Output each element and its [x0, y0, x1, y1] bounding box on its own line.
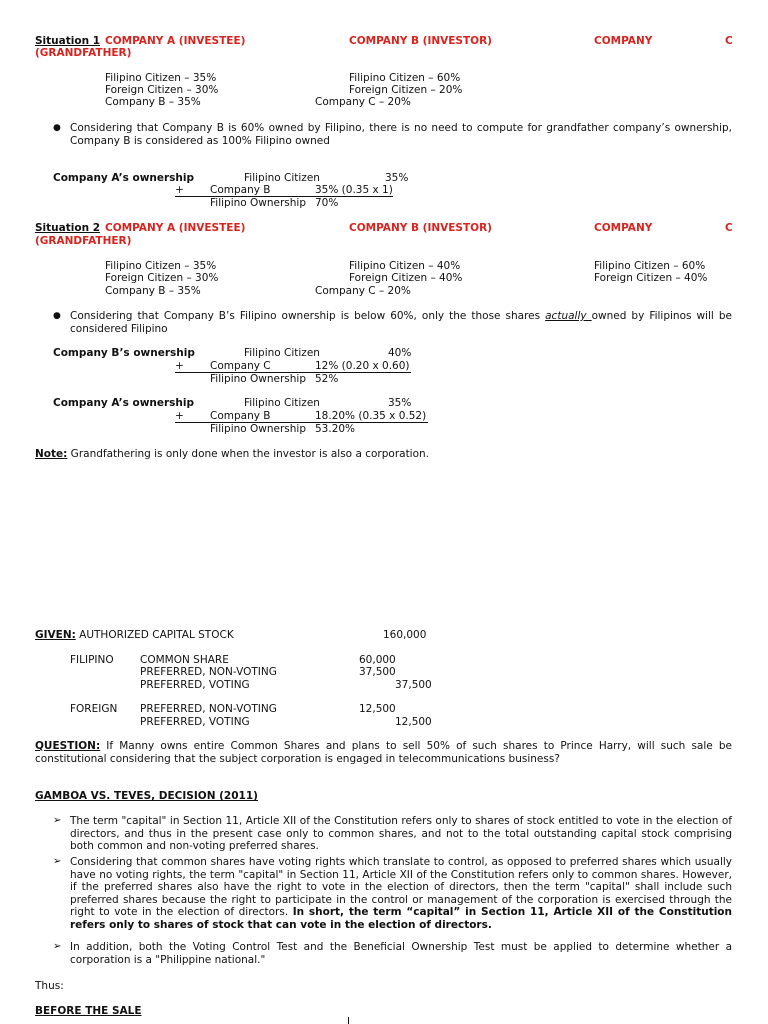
note-label: Note:	[35, 448, 68, 460]
s2-a-row-3: Company B – 35%	[105, 285, 201, 297]
table-edge-line	[348, 1017, 349, 1024]
given-total: 160,000	[383, 629, 427, 641]
s1-company-c-letter: C	[725, 35, 733, 47]
filipino-row-2-value: 37,500	[359, 666, 396, 678]
before-sale-heading: BEFORE THE SALE	[35, 1005, 142, 1017]
foreign-row-1-name: PREFERRED, NON-VOTING	[140, 703, 277, 715]
s2-bullet-post: owned by Filipinos will be considered Filipino	[70, 310, 732, 335]
s1-b-row-2: Foreign Citizen – 20%	[349, 84, 463, 96]
s2-calc-b-r1-name: Filipino Citizen	[244, 347, 320, 359]
filipino-row-2-name: PREFERRED, NON-VOTING	[140, 666, 277, 678]
s1-a-row-2: Foreign Citizen – 30%	[105, 84, 219, 96]
gamboa-point-3: In addition, both the Voting Control Test and the Beneficial Ownership Test must be applied to determine whether a corporation is a "Philippine national."	[70, 941, 732, 966]
gamboa-point-2-text: Considering that common shares have voting rights which translate to control, as opposed to preferred shares which usually have no voting rights, the term "capital" in Section 11, Article XII of the Constitution refers only to common shares. However, if the preferred shares also have the right to vote in the election of directors, then the term "capital" shall include such preferred shares because the right to participate in the control or management of the corporation is exercised through the right to vote in the election of directors.	[70, 856, 732, 918]
situation-1-label: Situation 1	[35, 35, 101, 47]
s1-calc-r2-name: Company B	[210, 184, 271, 196]
given-line	[35, 629, 234, 642]
s1-company-b-header: COMPANY B (INVESTOR)	[349, 35, 492, 47]
question-text: If Manny owns entire Common Shares and plans to sell 50% of such shares to Prince Harry, will such sale be constitutional considering that the subject corporation is engaged in telecommunications business?	[35, 740, 732, 765]
arrow-bullet-icon: ➢	[53, 815, 62, 826]
s2-calc-b-r2-name: Company C	[210, 360, 271, 372]
s2-bullet-pre: Considering that Company B’s Filipino ownership is below 60%, only the those shares	[70, 310, 546, 322]
s2-grandfather-label: (GRANDFATHER)	[35, 235, 132, 247]
s2-c-row-2: Foreign Citizen – 40%	[594, 272, 708, 284]
gamboa-heading: GAMBOA VS. TEVES, DECISION (2011)	[35, 790, 258, 802]
bullet-icon: ●	[53, 311, 61, 321]
s1-calc-r2-val: 35% (0.35 x 1)	[315, 184, 393, 196]
foreign-row-1-value: 12,500	[359, 703, 396, 715]
s1-a-row-3: Company B – 35%	[105, 96, 201, 108]
s2-company-b-header: COMPANY B (INVESTOR)	[349, 222, 492, 234]
s2-calc-a-r1-name: Filipino Citizen	[244, 397, 320, 409]
s1-b-row-3: Company C – 20%	[315, 96, 411, 108]
s2-b-row-2: Foreign Citizen – 40%	[349, 272, 463, 284]
s1-calc-plus: +	[175, 184, 184, 196]
filipino-row-3-name: PREFERRED, VOTING	[140, 679, 250, 691]
gamboa-point-1: The term "capital" in Section 11, Article XII of the Constitution refers only to shares of stock entitled to vote in the election of directors, and thus in the present case only to common shares, and not to the total outstanding capital stock comprising both common and non-voting preferred shares.	[70, 815, 732, 852]
s2-calc-a-r2-name: Company B	[210, 410, 271, 422]
note-line	[35, 448, 429, 461]
given-label: GIVEN:	[35, 629, 76, 641]
arrow-bullet-icon: ➢	[53, 856, 62, 867]
gamboa-point-2	[70, 856, 732, 931]
s2-calc-a-r2-val: 18.20% (0.35 x 0.52)	[315, 410, 427, 422]
filipino-row-1-name: COMMON SHARE	[140, 654, 229, 666]
s2-calc-a-r1-val: 35%	[388, 397, 412, 409]
s1-calc-r1-name: Filipino Citizen	[244, 172, 320, 184]
s1-calc-r3-name: Filipino Ownership	[210, 197, 307, 209]
situation-2-header	[35, 222, 100, 235]
filipino-label: FILIPINO	[70, 654, 114, 666]
s2-calc-b-label: Company B’s ownership	[53, 347, 195, 359]
s2-b-row-1: Filipino Citizen – 40%	[349, 260, 461, 272]
s1-a-row-1: Filipino Citizen – 35%	[105, 72, 217, 84]
foreign-row-2-value: 12,500	[395, 716, 432, 728]
s1-calc-underline-row	[175, 184, 393, 197]
s2-c-row-1: Filipino Citizen – 60%	[594, 260, 706, 272]
s1-b-row-1: Filipino Citizen – 60%	[349, 72, 461, 84]
filipino-row-1-value: 60,000	[359, 654, 396, 666]
arrow-bullet-icon: ➢	[53, 941, 62, 952]
s1-company-a-header: COMPANY A (INVESTEE)	[105, 35, 246, 47]
s1-calc-r1-val: 35%	[385, 172, 409, 184]
filipino-row-3-value: 37,500	[395, 679, 432, 691]
s2-a-row-2: Foreign Citizen – 30%	[105, 272, 219, 284]
s2-calc-a-r3-val: 53.20%	[315, 423, 356, 435]
s2-calc-b-r3-name: Filipino Ownership	[210, 373, 307, 385]
s2-company-c-header: COMPANY	[594, 222, 653, 234]
s1-grandfather-label: (GRANDFATHER)	[35, 47, 132, 59]
given-title: AUTHORIZED CAPITAL STOCK	[75, 629, 234, 641]
s2-calc-a-r3-name: Filipino Ownership	[210, 423, 307, 435]
s2-calc-a-plus: +	[175, 410, 184, 422]
foreign-row-2-name: PREFERRED, VOTING	[140, 716, 250, 728]
question-label: QUESTION:	[35, 740, 101, 752]
s2-calc-a-underline-row	[175, 410, 428, 423]
s2-calc-b-r2-val: 12% (0.20 x 0.60)	[315, 360, 410, 372]
situation-1-header	[35, 35, 100, 48]
note-text: Grandfathering is only done when the investor is also a corporation.	[67, 448, 430, 460]
question-paragraph	[35, 740, 732, 765]
s2-calc-b-r1-val: 40%	[388, 347, 412, 359]
s2-calc-b-underline-row	[175, 360, 411, 373]
gamboa-point-2-bold: In short, the term “capital” in Section 11, Article XII of the Constitution refers only to shares of stock that can vote in the election of directors.	[70, 906, 733, 931]
s1-bullet-text: Considering that Company B is 60% owned by Filipino, there is no need to compute for grandfather company’s ownership, Company B is considered as 100% Filipino owned	[70, 122, 732, 147]
s2-a-row-1: Filipino Citizen – 35%	[105, 260, 217, 272]
s2-bullet-emphasis: actually	[545, 310, 592, 322]
thus-label: Thus:	[35, 980, 64, 992]
s2-b-row-3: Company C – 20%	[315, 285, 411, 297]
s2-company-a-header: COMPANY A (INVESTEE)	[105, 222, 246, 234]
s2-calc-a-label: Company A’s ownership	[53, 397, 195, 409]
s1-calc-r3-val: 70%	[315, 197, 339, 209]
s2-calc-b-r3-val: 52%	[315, 373, 339, 385]
s1-company-c-header: COMPANY	[594, 35, 653, 47]
s2-company-c-letter: C	[725, 222, 733, 234]
s1-calc-label: Company A’s ownership	[53, 172, 195, 184]
foreign-label: FOREIGN	[70, 703, 118, 715]
s2-bullet-text	[70, 310, 732, 335]
situation-2-label: Situation 2	[35, 222, 101, 234]
bullet-icon: ●	[53, 123, 61, 133]
s2-calc-b-plus: +	[175, 360, 184, 372]
